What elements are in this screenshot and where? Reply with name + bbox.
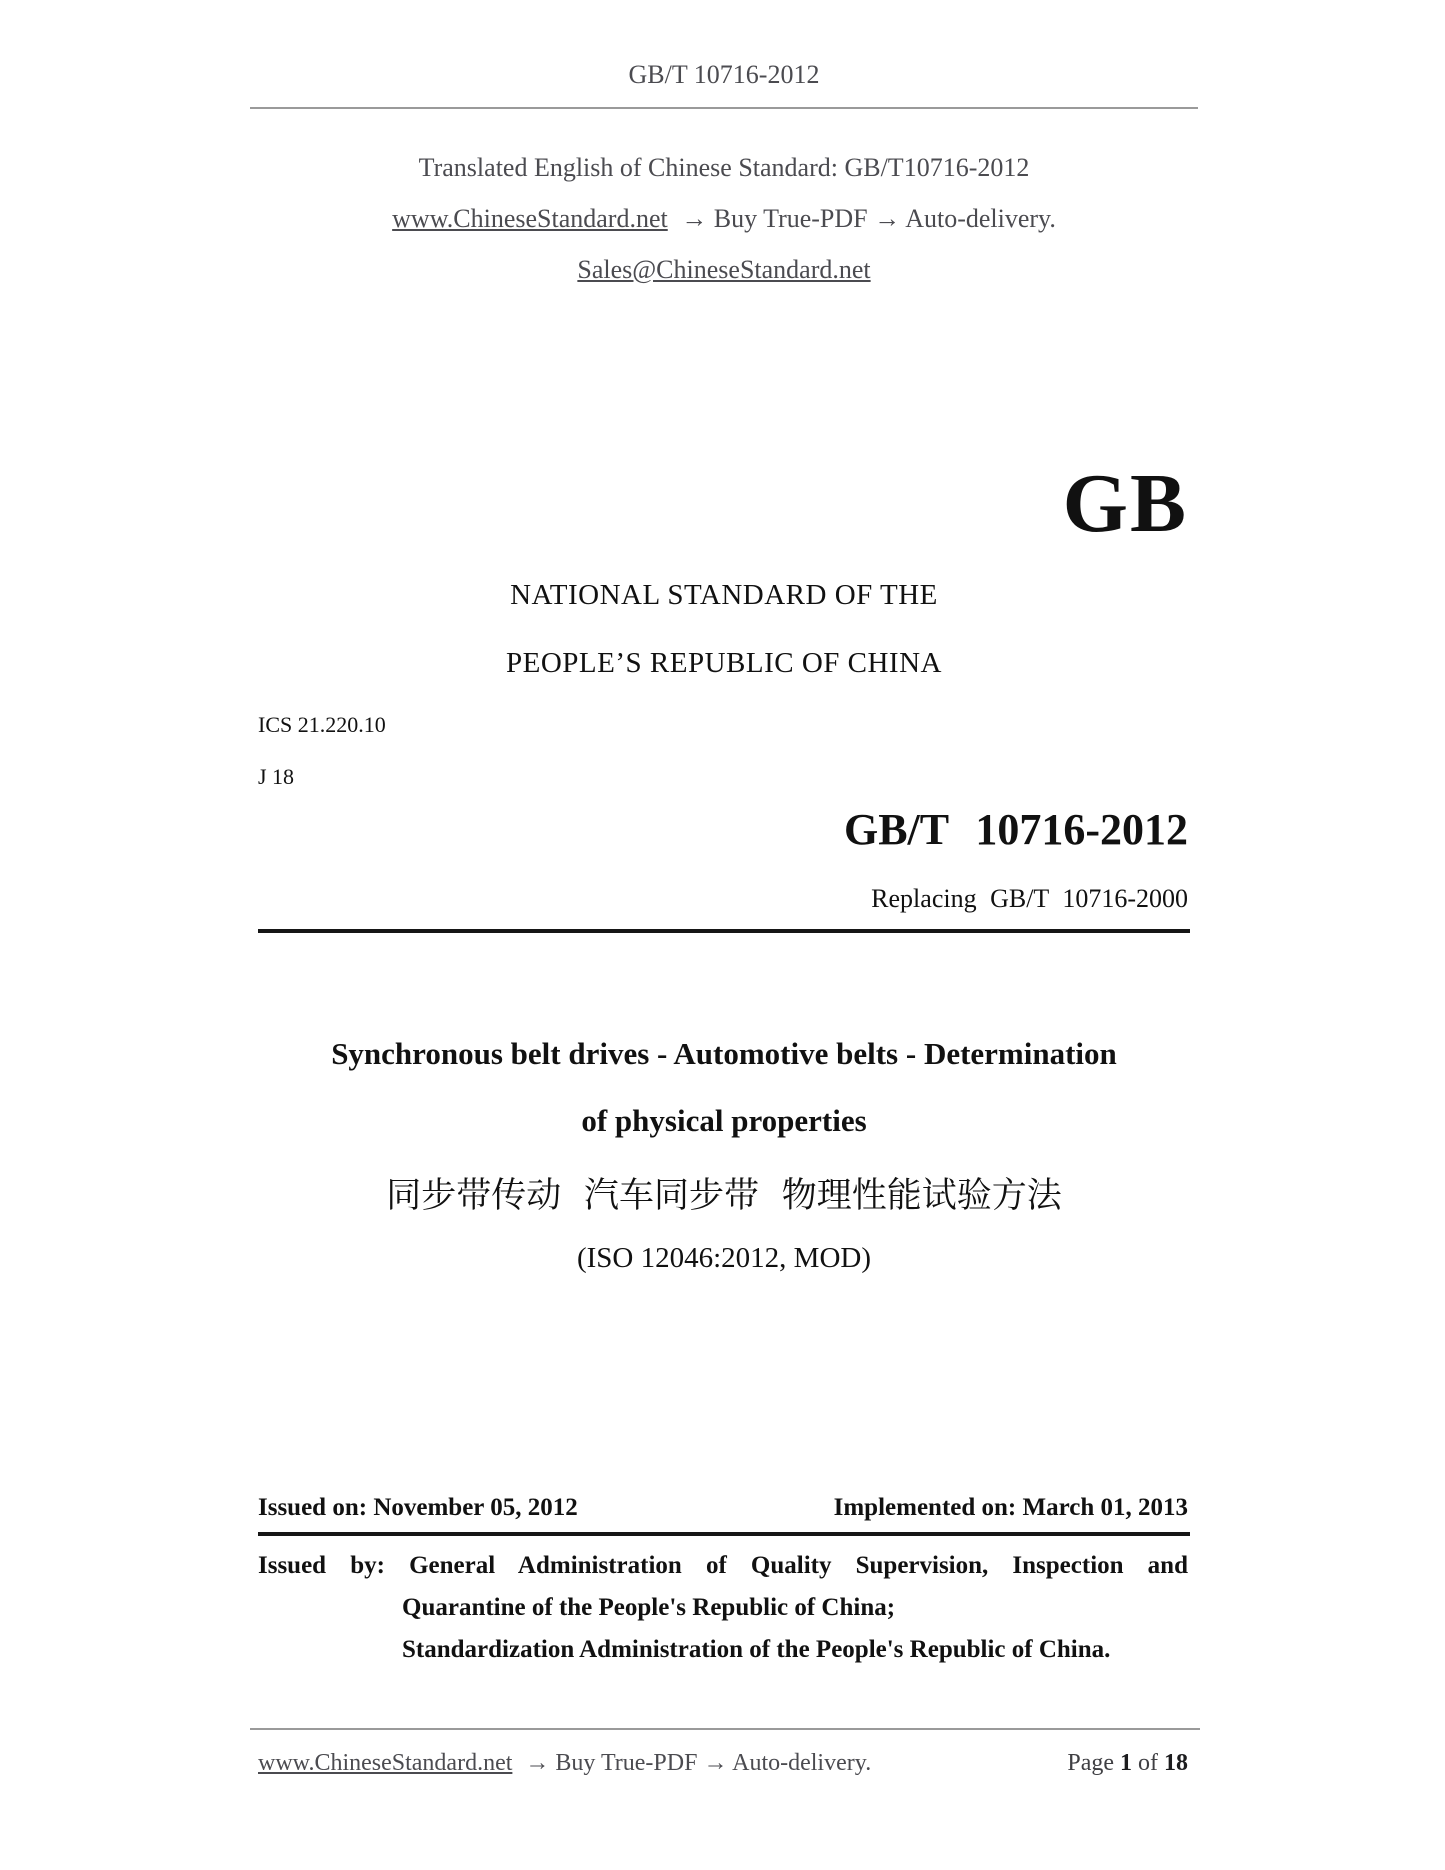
title-en-line1: Synchronous belt drives - Automotive belts - Determination [331, 1036, 1117, 1071]
title-zh: 同步带传动 汽车同步带 物理性能试验方法 [386, 1176, 1062, 1215]
translated-line: Translated English of Chinese Standard: GB/T10716-2012 [418, 153, 1030, 182]
replacing-note: Replacing GB/T 10716-2000 [871, 884, 1188, 913]
standard-number: GB/T 10716-2012 [843, 805, 1188, 854]
page-label: Page [1067, 1750, 1114, 1776]
issued-by-line3: Standardization Administration of the People's Republic of China. [402, 1636, 1111, 1663]
title-en-line2: of physical properties [581, 1103, 867, 1138]
header-rule [250, 107, 1198, 109]
page-number: 1 [1120, 1750, 1132, 1776]
buy-line [250, 204, 1198, 234]
masthead-divider-rule [258, 929, 1190, 933]
issued-by-line1: Issued by: General Administration of Quality Supervision, Inspection and [258, 1552, 1188, 1579]
footer-row [258, 1750, 1188, 1777]
issuance-divider-rule [258, 1532, 1190, 1536]
footer-buy-line [258, 1750, 871, 1777]
national-standard-line2: PEOPLE’S REPUBLIC OF CHINA [506, 647, 942, 679]
issued-by-line2: Quarantine of the People's Republic of China; [402, 1594, 896, 1621]
class-code: J 18 [258, 764, 295, 789]
sales-line [250, 255, 1198, 285]
issued-on-date: Issued on: November 05, 2012 [258, 1494, 578, 1521]
national-standard-line1: NATIONAL STANDARD OF THE [510, 579, 938, 611]
buy-line-rest: → Buy True-PDF → Auto-delivery. [681, 204, 1056, 233]
implemented-on-date: Implemented on: March 01, 2013 [833, 1494, 1188, 1521]
footer-rule [250, 1728, 1200, 1730]
issuance-dates-row [258, 1494, 1188, 1522]
footer-buy-rest: → Buy True-PDF → Auto-delivery. [525, 1750, 872, 1776]
footer-site-link[interactable]: www.ChineseStandard.net [258, 1750, 513, 1776]
page-total: 18 [1164, 1750, 1188, 1776]
ics-code: ICS 21.220.10 [258, 712, 386, 737]
header-doc-number: GB/T 10716-2012 [628, 60, 820, 89]
gb-logo: GB [1062, 457, 1188, 550]
page-of: of [1138, 1750, 1158, 1776]
sales-email-link[interactable]: Sales@ChineseStandard.net [577, 255, 871, 284]
page-indicator [1067, 1750, 1188, 1777]
site-link[interactable]: www.ChineseStandard.net [392, 204, 668, 233]
iso-reference: (ISO 12046:2012, MOD) [576, 1242, 872, 1274]
